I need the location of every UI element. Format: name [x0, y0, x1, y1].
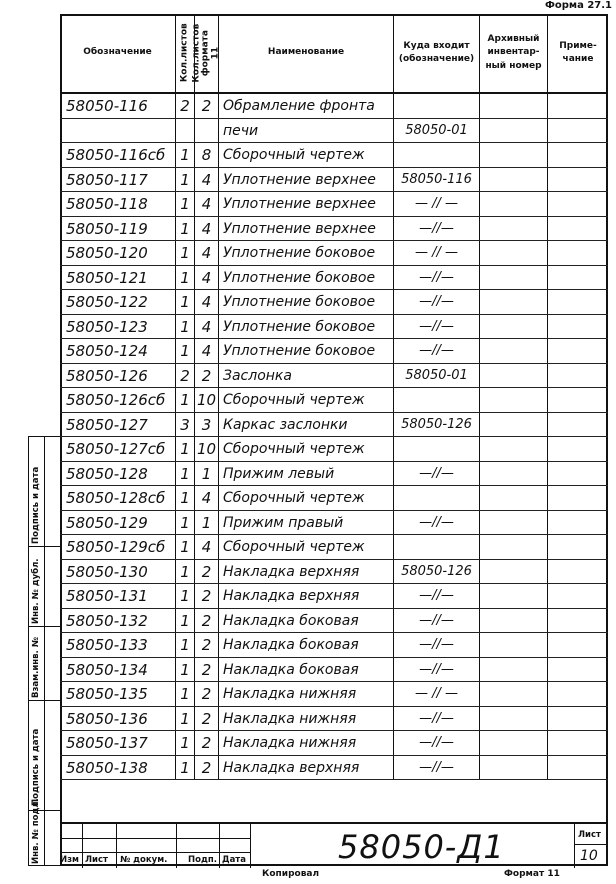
cell-name: Сборочный чертеж: [219, 388, 394, 412]
cell-sheet-count: 1: [176, 266, 195, 290]
table-row: [60, 707, 608, 732]
stamp-hline-1: [60, 838, 250, 839]
cell-sheet-count: 1: [176, 192, 195, 216]
cell-name: Уплотнение верхнее: [219, 192, 394, 216]
cell-parent-assembly: — // —: [394, 682, 480, 706]
cell-note: [548, 511, 608, 535]
cell-sheet-count-f11: 2: [195, 609, 219, 633]
cell-sheet-count-f11: 2: [195, 584, 219, 608]
cell-archive-number: [480, 707, 548, 731]
cell-parent-assembly: 58050-126: [394, 560, 480, 584]
sheet-number: 10: [580, 848, 598, 864]
cell-designation: 58050-130: [60, 560, 176, 584]
strip-label-inv-podl: Инв. № подл.: [31, 798, 41, 864]
stamp-doc-no: № докум.: [120, 855, 168, 865]
cell-sheet-count-f11: 2: [195, 682, 219, 706]
cell-sheet-count: 1: [176, 756, 195, 780]
table-row: [60, 241, 608, 266]
cell-note: [548, 707, 608, 731]
cell-name: Уплотнение боковое: [219, 315, 394, 339]
stamp-hline-3: [574, 844, 608, 845]
table-row: [60, 290, 608, 315]
cell-archive-number: [480, 364, 548, 388]
cell-designation: 58050-134: [60, 658, 176, 682]
cell-archive-number: [480, 633, 548, 657]
cell-sheet-count: 3: [176, 413, 195, 437]
strip-line-2: [28, 626, 60, 627]
cell-designation: 58050-116: [60, 94, 176, 118]
cell-designation: 58050-126: [60, 364, 176, 388]
stamp-hline-2: [60, 852, 250, 853]
cell-archive-number: [480, 315, 548, 339]
cell-parent-assembly: [394, 486, 480, 510]
cell-name: Накладка верхняя: [219, 756, 394, 780]
cell-sheet-count-f11: 1: [195, 511, 219, 535]
strip-line-1: [28, 546, 60, 547]
cell-sheet-count: 2: [176, 94, 195, 118]
cell-parent-assembly: —//—: [394, 511, 480, 535]
cell-sheet-count-f11: 10: [195, 388, 219, 412]
strip-label-inv-dubl: Инв. № дубл.: [31, 558, 41, 624]
cell-designation: 58050-131: [60, 584, 176, 608]
cell-parent-assembly: [394, 388, 480, 412]
cell-name: Накладка нижняя: [219, 682, 394, 706]
cell-note: [548, 535, 608, 559]
cell-designation: 58050-129: [60, 511, 176, 535]
cell-designation: 58050-133: [60, 633, 176, 657]
cell-sheet-count-f11: 4: [195, 241, 219, 265]
cell-name: Заслонка: [219, 364, 394, 388]
cell-note: [548, 437, 608, 461]
cell-parent-assembly: —//—: [394, 339, 480, 363]
cell-sheet-count: 1: [176, 290, 195, 314]
cell-sheet-count: 1: [176, 511, 195, 535]
cell-archive-number: [480, 511, 548, 535]
cell-name: печи: [219, 119, 394, 143]
cell-name: Накладка боковая: [219, 633, 394, 657]
cell-archive-number: [480, 168, 548, 192]
cell-note: [548, 486, 608, 510]
cell-designation: 58050-121: [60, 266, 176, 290]
cell-sheet-count: 1: [176, 560, 195, 584]
cell-note: [548, 682, 608, 706]
cell-designation: 58050-123: [60, 315, 176, 339]
stamp-podp: Подп.: [188, 855, 217, 865]
cell-parent-assembly: —//—: [394, 584, 480, 608]
cell-note: [548, 560, 608, 584]
cell-sheet-count: 1: [176, 339, 195, 363]
cell-sheet-count: 1: [176, 168, 195, 192]
stamp-vline-4: [219, 824, 220, 868]
cell-name: Каркас заслонки: [219, 413, 394, 437]
table-row: [60, 413, 608, 438]
cell-sheet-count-f11: 4: [195, 168, 219, 192]
cell-parent-assembly: —//—: [394, 217, 480, 241]
cell-sheet-count: 1: [176, 658, 195, 682]
table-row: [60, 437, 608, 462]
cell-archive-number: [480, 241, 548, 265]
cell-parent-assembly: —//—: [394, 633, 480, 657]
cell-archive-number: [480, 731, 548, 755]
cell-designation: 58050-127сб: [60, 437, 176, 461]
cell-note: [548, 192, 608, 216]
cell-sheet-count: 1: [176, 437, 195, 461]
cell-name: Сборочный чертеж: [219, 437, 394, 461]
cell-name: Прижим правый: [219, 511, 394, 535]
header-kol-listov: Кол.листов: [176, 14, 195, 94]
cell-archive-number: [480, 143, 548, 167]
table-row: [60, 609, 608, 634]
cell-note: [548, 756, 608, 780]
cell-sheet-count-f11: 4: [195, 535, 219, 559]
cell-sheet-count-f11: 2: [195, 731, 219, 755]
cell-designation: 58050-117: [60, 168, 176, 192]
cell-sheet-count: 1: [176, 315, 195, 339]
cell-sheet-count-f11: 2: [195, 364, 219, 388]
cell-note: [548, 658, 608, 682]
cell-parent-assembly: 58050-126: [394, 413, 480, 437]
header-prim: Приме-чание: [548, 14, 608, 94]
cell-name: Уплотнение верхнее: [219, 217, 394, 241]
cell-note: [548, 364, 608, 388]
cell-parent-assembly: — // —: [394, 192, 480, 216]
cell-parent-assembly: —//—: [394, 290, 480, 314]
table-row: [60, 364, 608, 389]
cell-sheet-count-f11: 8: [195, 143, 219, 167]
cell-archive-number: [480, 290, 548, 314]
cell-sheet-count-f11: 1: [195, 462, 219, 486]
cell-sheet-count: [176, 119, 195, 143]
cell-sheet-count-f11: 10: [195, 437, 219, 461]
cell-archive-number: [480, 388, 548, 412]
cell-note: [548, 413, 608, 437]
document-code: 58050-Д1: [338, 828, 505, 866]
cell-note: [548, 119, 608, 143]
cell-name: Обрамление фронта: [219, 94, 394, 118]
cell-note: [548, 94, 608, 118]
cell-name: Накладка боковая: [219, 609, 394, 633]
table-row: [60, 731, 608, 756]
cell-parent-assembly: 58050-01: [394, 119, 480, 143]
cell-sheet-count: 1: [176, 633, 195, 657]
table-row: [60, 339, 608, 364]
cell-archive-number: [480, 119, 548, 143]
cell-sheet-count-f11: 4: [195, 290, 219, 314]
cell-designation: 58050-128сб: [60, 486, 176, 510]
cell-sheet-count-f11: 4: [195, 486, 219, 510]
cell-note: [548, 168, 608, 192]
cell-name: Уплотнение боковое: [219, 290, 394, 314]
table-row: [60, 217, 608, 242]
cell-designation: 58050-118: [60, 192, 176, 216]
table-row: [60, 560, 608, 585]
cell-archive-number: [480, 437, 548, 461]
stamp-vline-3: [176, 824, 177, 868]
cell-sheet-count: 1: [176, 241, 195, 265]
cell-archive-number: [480, 658, 548, 682]
cell-sheet-count: 1: [176, 535, 195, 559]
cell-name: Накладка верхняя: [219, 584, 394, 608]
table-row: [60, 94, 608, 119]
cell-archive-number: [480, 682, 548, 706]
strip-line-3: [28, 700, 60, 701]
table-row: [60, 192, 608, 217]
cell-name: Накладка нижняя: [219, 707, 394, 731]
cell-note: [548, 143, 608, 167]
cell-sheet-count: 2: [176, 364, 195, 388]
cell-archive-number: [480, 339, 548, 363]
cell-name: Прижим левый: [219, 462, 394, 486]
cell-sheet-count: 1: [176, 388, 195, 412]
cell-name: Уплотнение боковое: [219, 339, 394, 363]
cell-designation: 58050-126сб: [60, 388, 176, 412]
stamp-list: Лист: [85, 855, 108, 865]
cell-parent-assembly: — // —: [394, 241, 480, 265]
cell-designation: 58050-120: [60, 241, 176, 265]
cell-note: [548, 633, 608, 657]
cell-parent-assembly: [394, 437, 480, 461]
strip-label-podpis-1: Подпись и дата: [31, 466, 41, 544]
cell-parent-assembly: 58050-116: [394, 168, 480, 192]
stamp-list-label: Лист: [578, 830, 601, 840]
cell-sheet-count: 1: [176, 462, 195, 486]
cell-sheet-count-f11: 2: [195, 658, 219, 682]
cell-sheet-count: 1: [176, 682, 195, 706]
table-row: [60, 535, 608, 560]
cell-name: Уплотнение верхнее: [219, 168, 394, 192]
cell-sheet-count-f11: 2: [195, 560, 219, 584]
cell-parent-assembly: —//—: [394, 609, 480, 633]
form-number: Форма 27.1: [544, 0, 612, 11]
cell-designation: 58050-138: [60, 756, 176, 780]
table-row: [60, 168, 608, 193]
cell-sheet-count: 1: [176, 707, 195, 731]
cell-archive-number: [480, 192, 548, 216]
stamp-izm: Изм: [60, 855, 80, 865]
cell-parent-assembly: —//—: [394, 315, 480, 339]
cell-note: [548, 241, 608, 265]
cell-archive-number: [480, 584, 548, 608]
cell-note: [548, 584, 608, 608]
cell-sheet-count-f11: 2: [195, 707, 219, 731]
cell-sheet-count: 1: [176, 609, 195, 633]
table-row: [60, 658, 608, 683]
cell-archive-number: [480, 217, 548, 241]
cell-name: Уплотнение боковое: [219, 241, 394, 265]
cell-archive-number: [480, 560, 548, 584]
cell-note: [548, 731, 608, 755]
table-row: [60, 143, 608, 168]
cell-note: [548, 266, 608, 290]
table-row: [60, 682, 608, 707]
cell-designation: 58050-132: [60, 609, 176, 633]
cell-sheet-count-f11: 3: [195, 413, 219, 437]
table-row: [60, 462, 608, 487]
table-row: [60, 633, 608, 658]
cell-designation: 58050-122: [60, 290, 176, 314]
cell-parent-assembly: —//—: [394, 731, 480, 755]
cell-name: Сборочный чертеж: [219, 486, 394, 510]
strip-divider: [44, 436, 45, 866]
table-row: [60, 388, 608, 413]
cell-archive-number: [480, 266, 548, 290]
cell-sheet-count: 1: [176, 731, 195, 755]
cell-sheet-count-f11: 4: [195, 192, 219, 216]
cell-sheet-count: 1: [176, 217, 195, 241]
cell-parent-assembly: —//—: [394, 266, 480, 290]
cell-archive-number: [480, 413, 548, 437]
cell-sheet-count: 1: [176, 584, 195, 608]
cell-sheet-count-f11: [195, 119, 219, 143]
cell-note: [548, 315, 608, 339]
stamp-data: Дата: [222, 855, 246, 865]
cell-name: Уплотнение боковое: [219, 266, 394, 290]
cell-parent-assembly: —//—: [394, 707, 480, 731]
cell-note: [548, 388, 608, 412]
table-row: [60, 315, 608, 340]
cell-sheet-count: 1: [176, 143, 195, 167]
table-row: [60, 584, 608, 609]
cell-designation: 58050-116сб: [60, 143, 176, 167]
header-kuda: Куда входит (обозначение): [394, 14, 480, 94]
cell-note: [548, 217, 608, 241]
cell-sheet-count-f11: 4: [195, 315, 219, 339]
cell-name: Сборочный чертеж: [219, 535, 394, 559]
cell-archive-number: [480, 462, 548, 486]
cell-sheet-count-f11: 2: [195, 756, 219, 780]
cell-archive-number: [480, 486, 548, 510]
cell-parent-assembly: —//—: [394, 462, 480, 486]
table-row: [60, 486, 608, 511]
cell-note: [548, 290, 608, 314]
cell-archive-number: [480, 94, 548, 118]
cell-parent-assembly: —//—: [394, 658, 480, 682]
cell-parent-assembly: 58050-01: [394, 364, 480, 388]
stamp-vline-5: [250, 824, 251, 868]
cell-note: [548, 462, 608, 486]
cell-archive-number: [480, 609, 548, 633]
cell-name: Накладка нижняя: [219, 731, 394, 755]
table-row: [60, 266, 608, 291]
stamp-vline-6: [574, 824, 575, 868]
cell-sheet-count-f11: 2: [195, 94, 219, 118]
cell-designation: 58050-127: [60, 413, 176, 437]
cell-sheet-count-f11: 4: [195, 266, 219, 290]
cell-sheet-count-f11: 4: [195, 339, 219, 363]
cell-archive-number: [480, 535, 548, 559]
strip-label-vzam: Взам.инв. №: [31, 637, 41, 698]
cell-designation: 58050-136: [60, 707, 176, 731]
cell-note: [548, 339, 608, 363]
cell-designation: 58050-119: [60, 217, 176, 241]
header-oboz: Обозначение: [60, 14, 176, 94]
title-block: [60, 822, 608, 866]
cell-designation: 58050-129сб: [60, 535, 176, 559]
table-row: [60, 119, 608, 144]
kopiroval-label: Копировал: [262, 869, 320, 879]
cell-sheet-count-f11: 2: [195, 633, 219, 657]
header-kol-listov-f11: Кол.листов формата 11: [195, 14, 219, 94]
cell-designation: 58050-124: [60, 339, 176, 363]
table-row: [60, 511, 608, 536]
cell-designation: 58050-128: [60, 462, 176, 486]
cell-sheet-count: 1: [176, 486, 195, 510]
cell-designation: 58050-137: [60, 731, 176, 755]
cell-parent-assembly: [394, 535, 480, 559]
header-arch: Архивный инвентар-ный номер: [480, 14, 548, 94]
cell-name: Накладка боковая: [219, 658, 394, 682]
header-name: Наименование: [219, 14, 394, 94]
cell-name: Накладка верхняя: [219, 560, 394, 584]
cell-parent-assembly: —//—: [394, 756, 480, 780]
cell-note: [548, 609, 608, 633]
cell-designation: [60, 119, 176, 143]
cell-sheet-count-f11: 4: [195, 217, 219, 241]
cell-parent-assembly: [394, 143, 480, 167]
table-row: [60, 756, 608, 781]
cell-archive-number: [480, 756, 548, 780]
cell-parent-assembly: [394, 94, 480, 118]
stamp-vline-2: [116, 824, 117, 868]
cell-designation: 58050-135: [60, 682, 176, 706]
format-label: Формат 11: [504, 869, 560, 879]
cell-name: Сборочный чертеж: [219, 143, 394, 167]
stamp-vline-1: [82, 824, 83, 868]
strip-label-podpis-2: Подпись и дата: [31, 728, 41, 806]
